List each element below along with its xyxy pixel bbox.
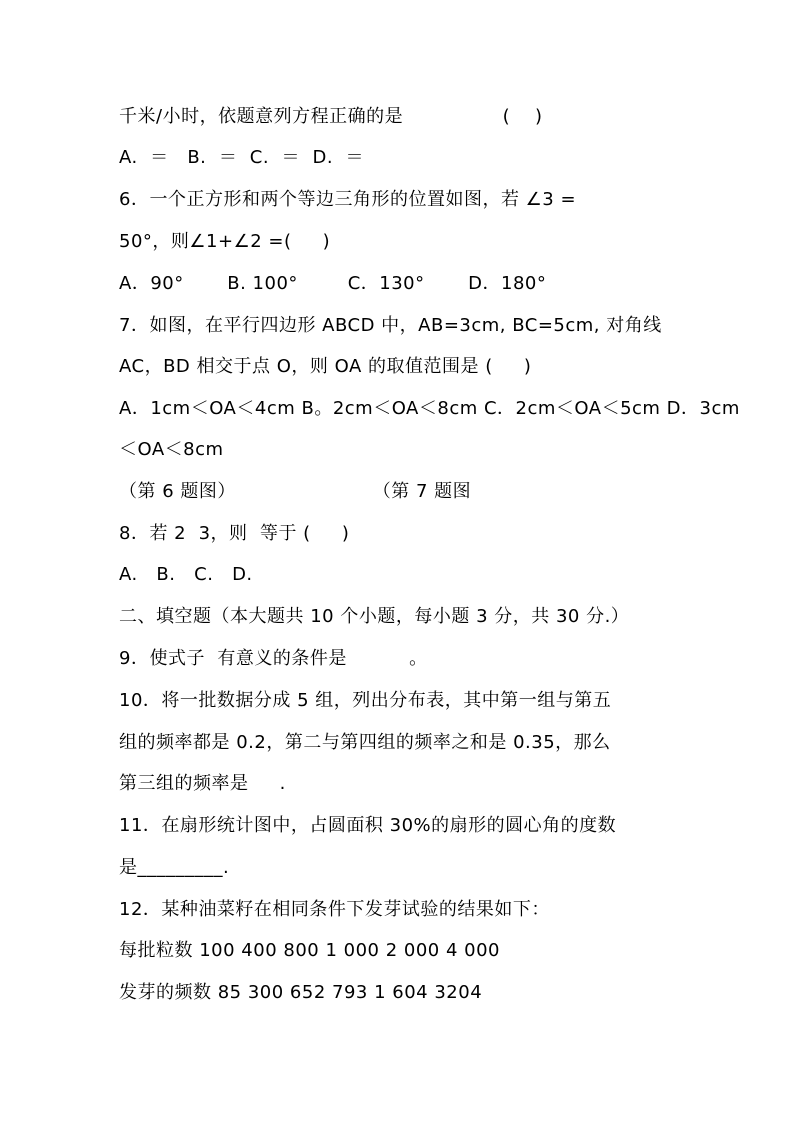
- text-line-q5-continuation: 千米/小时，依题意列方程正确的是 ( ): [119, 106, 543, 127]
- text-line-q10-stem-cont: 组的频率都是 0.2，第二与第四组的频率之和是 0.35，那么: [119, 732, 611, 753]
- text-line-q5-options: A. ＝ B. ＝ C. ＝ D. ＝: [119, 147, 364, 168]
- text-line-q7-stem-cont: AC，BD 相交于点 O，则 OA 的取值范围是 ( ): [119, 356, 532, 377]
- text-line-q10-stem-end: 第三组的频率是 .: [119, 773, 286, 794]
- text-line-q12-row-batch: 每批粒数 100 400 800 1 000 2 000 4 000: [119, 940, 500, 961]
- text-line-q6-stem-cont: 50°，则∠1+∠2 =( ): [119, 231, 331, 252]
- text-line-q7-options-cont: ＜OA＜8cm: [119, 439, 224, 460]
- text-line-q7-stem: 7．如图，在平行四边形 ABCD 中，AB=3cm, BC=5cm, 对角线: [119, 315, 662, 336]
- text-line-q7-options: A．1cm＜OA＜4cm B。2cm＜OA＜8cm C．2cm＜OA＜5cm D．3cm: [119, 398, 740, 419]
- text-line-q12-row-germination: 发芽的频数 85 300 652 793 1 604 3204: [119, 982, 483, 1003]
- text-line-q12-stem: 12．某种油菜籽在相同条件下发芽试验的结果如下：: [119, 899, 550, 920]
- text-line-q6-stem: 6．一个正方形和两个等边三角形的位置如图，若 ∠3 =: [119, 189, 577, 210]
- text-line-q8-stem: 8．若 2 3，则 等于 ( ): [119, 523, 350, 544]
- text-line-q9: 9．使式子 有意义的条件是 。: [119, 648, 428, 669]
- text-line-q11-stem: 11．在扇形统计图中，占圆面积 30%的扇形的圆心角的度数: [119, 815, 617, 836]
- text-line-q11-stem-end: 是_________.: [119, 857, 230, 878]
- text-line-q6-options: A．90° B. 100° C．130° D．180°: [119, 273, 547, 294]
- text-line-figure-captions: （第 6 题图） （第 7 题图: [119, 481, 472, 502]
- text-line-q10-stem: 10．将一批数据分成 5 组，列出分布表，其中第一组与第五: [119, 690, 612, 711]
- text-line-q8-options: A. B. C. D.: [119, 564, 253, 585]
- text-line-section-two-heading: 二、填空题（本大题共 10 个小题，每小题 3 分，共 30 分.）: [119, 606, 630, 627]
